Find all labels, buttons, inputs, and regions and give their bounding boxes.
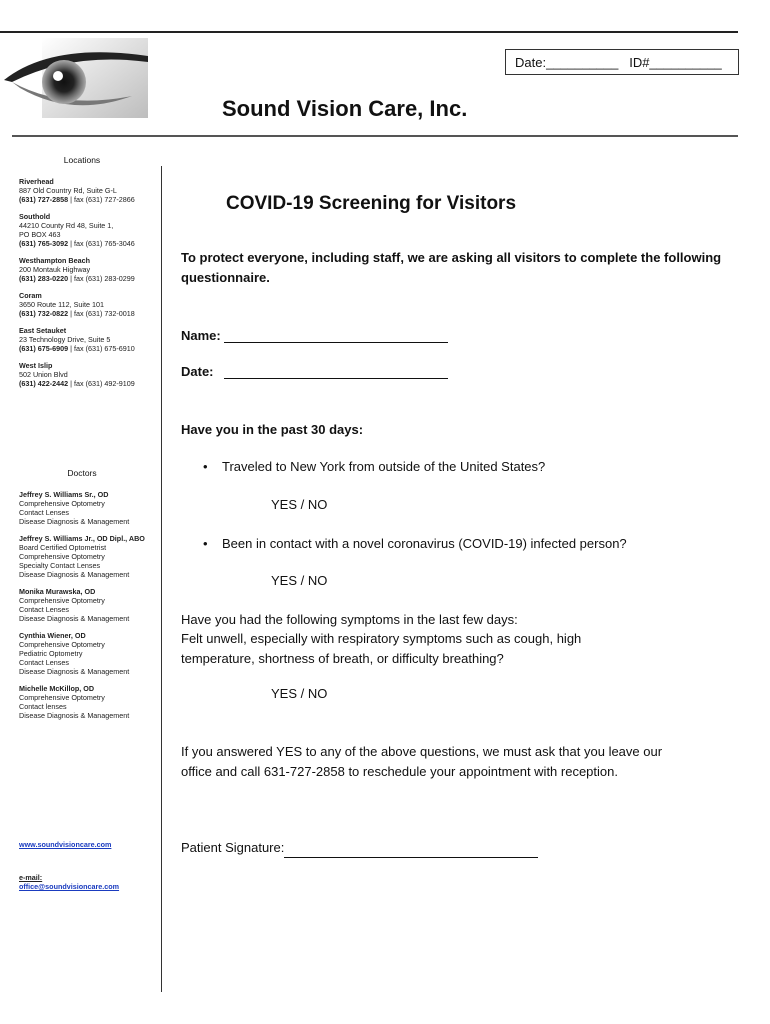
doctor-specialty: Contact Lenses — [19, 658, 69, 667]
top-rule — [0, 31, 738, 33]
yes-no-2[interactable]: YES / NO — [271, 573, 328, 588]
locations-list — [19, 177, 159, 396]
location-name: Westhampton Beach — [19, 256, 90, 265]
location-phone: (631) 283-0220 — [19, 274, 69, 283]
symptoms-question: Have you had the following symptoms in the last few days: — [181, 612, 518, 627]
doctor-specialty: Disease Diagnosis & Management — [19, 517, 130, 526]
location-phone: (631) 727-2858 — [19, 195, 69, 204]
location-fax: | fax (631) 727-2866 — [68, 195, 135, 204]
date-field[interactable] — [181, 364, 741, 379]
doctor-specialty: Disease Diagnosis & Management — [19, 667, 130, 676]
doctor-entry — [19, 534, 159, 579]
doctor-specialty: Contact Lenses — [19, 508, 69, 517]
date-label: Date: — [181, 364, 214, 379]
yes-no-1[interactable]: YES / NO — [271, 497, 328, 512]
doctor-name: Jeffrey S. Williams Jr., OD Dipl., ABO — [19, 534, 145, 543]
location-southold — [19, 212, 159, 248]
location-westhampton — [19, 256, 159, 283]
signature-field[interactable] — [181, 838, 741, 858]
doctor-specialty: Comprehensive Optometry — [19, 693, 105, 702]
location-fax: | fax (631) 283-0299 — [68, 274, 135, 283]
form-title: COVID-19 Screening for Visitors — [226, 193, 517, 214]
question-1 — [203, 459, 545, 474]
doctor-specialty: Comprehensive Optometry — [19, 640, 105, 649]
question-2-text: Been in contact with a novel coronavirus (COVID-19) infected person? — [222, 536, 627, 551]
doctor-specialty: Pediatric Optometry — [19, 649, 83, 658]
location-coram — [19, 291, 159, 318]
location-fax: | fax (631) 675-6910 — [68, 344, 135, 353]
website-link[interactable]: www.soundvisioncare.com — [19, 840, 112, 849]
doctor-name: Cynthia Wiener, OD — [19, 631, 86, 640]
location-phone: (631) 422-2442 — [19, 379, 69, 388]
location-address: 200 Montauk Highway — [19, 265, 91, 274]
intro-text: To protect everyone, including staff, we are asking all visitors to complete the following questionnaire. — [181, 250, 722, 285]
email-link[interactable]: office@soundvisioncare.com — [19, 882, 120, 891]
location-phone: (631) 765-3092 — [19, 239, 69, 248]
name-line[interactable] — [224, 328, 448, 343]
website-block — [19, 840, 159, 849]
doctor-name: Michelle McKillop, OD — [19, 684, 95, 693]
doctor-name: Monika Murawska, OD — [19, 587, 96, 596]
email-block — [19, 873, 159, 891]
location-fax: | fax (631) 492-9109 — [68, 379, 135, 388]
sidebar-divider — [161, 166, 162, 992]
location-name: East Setauket — [19, 326, 67, 335]
location-address: 3650 Route 112, Suite 101 — [19, 300, 104, 309]
location-name: Coram — [19, 291, 42, 300]
doctor-entry — [19, 490, 159, 526]
doctor-entry — [19, 587, 159, 623]
location-west-islip — [19, 361, 159, 388]
yes-no-3[interactable]: YES / NO — [271, 686, 328, 701]
location-address: 23 Technology Drive, Suite 5 — [19, 335, 111, 344]
location-name: West Islip — [19, 361, 53, 370]
doctor-specialty: Specialty Contact Lenses — [19, 561, 101, 570]
location-fax: | fax (631) 765-3046 — [68, 239, 135, 248]
doctor-specialty: Disease Diagnosis & Management — [19, 614, 130, 623]
question-2 — [203, 536, 627, 551]
past-30-days-heading: Have you in the past 30 days: — [181, 422, 364, 437]
location-phone: (631) 675-6909 — [19, 344, 69, 353]
location-address: 44210 County Rd 48, Suite 1, — [19, 221, 114, 230]
doctor-specialty: Board Certified Optometrist — [19, 543, 107, 552]
location-name: Riverhead — [19, 177, 54, 186]
instruction-text: If you answered YES to any of the above questions, we must ask that you leave our office and call 631-727-2858 to reschedule your appointment with reception. — [181, 744, 663, 779]
bullet-icon: • — [203, 536, 208, 551]
signature-label: Patient Signature: — [181, 840, 285, 855]
doctor-specialty: Disease Diagnosis & Management — [19, 711, 130, 720]
question-1-text: Traveled to New York from outside of the United States? — [222, 459, 546, 474]
doctor-specialty: Comprehensive Optometry — [19, 552, 105, 561]
name-field[interactable] — [181, 328, 741, 343]
doctors-heading: Doctors — [67, 468, 97, 478]
date-id-box: Date:__________ ID#__________ — [505, 49, 739, 75]
date-line[interactable] — [224, 364, 448, 379]
header-rule — [12, 135, 738, 137]
location-name: Southold — [19, 212, 51, 221]
doctor-specialty: Comprehensive Optometry — [19, 499, 105, 508]
location-address: 502 Union Blvd — [19, 370, 68, 379]
location-address: 887 Old Country Rd, Suite G-L — [19, 186, 117, 195]
company-name: Sound Vision Care, Inc. — [222, 96, 468, 121]
location-fax: | fax (631) 732-0018 — [68, 309, 135, 318]
location-address-2: PO BOX 463 — [19, 230, 61, 239]
doctor-name: Jeffrey S. Williams Sr., OD — [19, 490, 109, 499]
doctor-specialty: Contact lenses — [19, 702, 67, 711]
location-phone: (631) 732-0822 — [19, 309, 69, 318]
doctor-specialty: Disease Diagnosis & Management — [19, 570, 130, 579]
eye-logo — [2, 38, 148, 118]
email-label: e-mail: — [19, 873, 43, 882]
doctor-specialty: Comprehensive Optometry — [19, 596, 105, 605]
locations-heading: Locations — [63, 155, 101, 165]
name-label: Name: — [181, 328, 221, 343]
symptoms-detail: Felt unwell, especially with respiratory symptoms such as cough, high temperature, shortness of breath, or difficulty breathing? — [181, 631, 582, 666]
bullet-icon: • — [203, 459, 208, 474]
doctor-entry — [19, 684, 159, 720]
location-riverhead — [19, 177, 159, 204]
signature-line[interactable] — [284, 843, 538, 858]
doctor-specialty: Contact Lenses — [19, 605, 69, 614]
location-east-setauket — [19, 326, 159, 353]
doctors-list — [19, 490, 159, 728]
doctor-entry — [19, 631, 159, 676]
